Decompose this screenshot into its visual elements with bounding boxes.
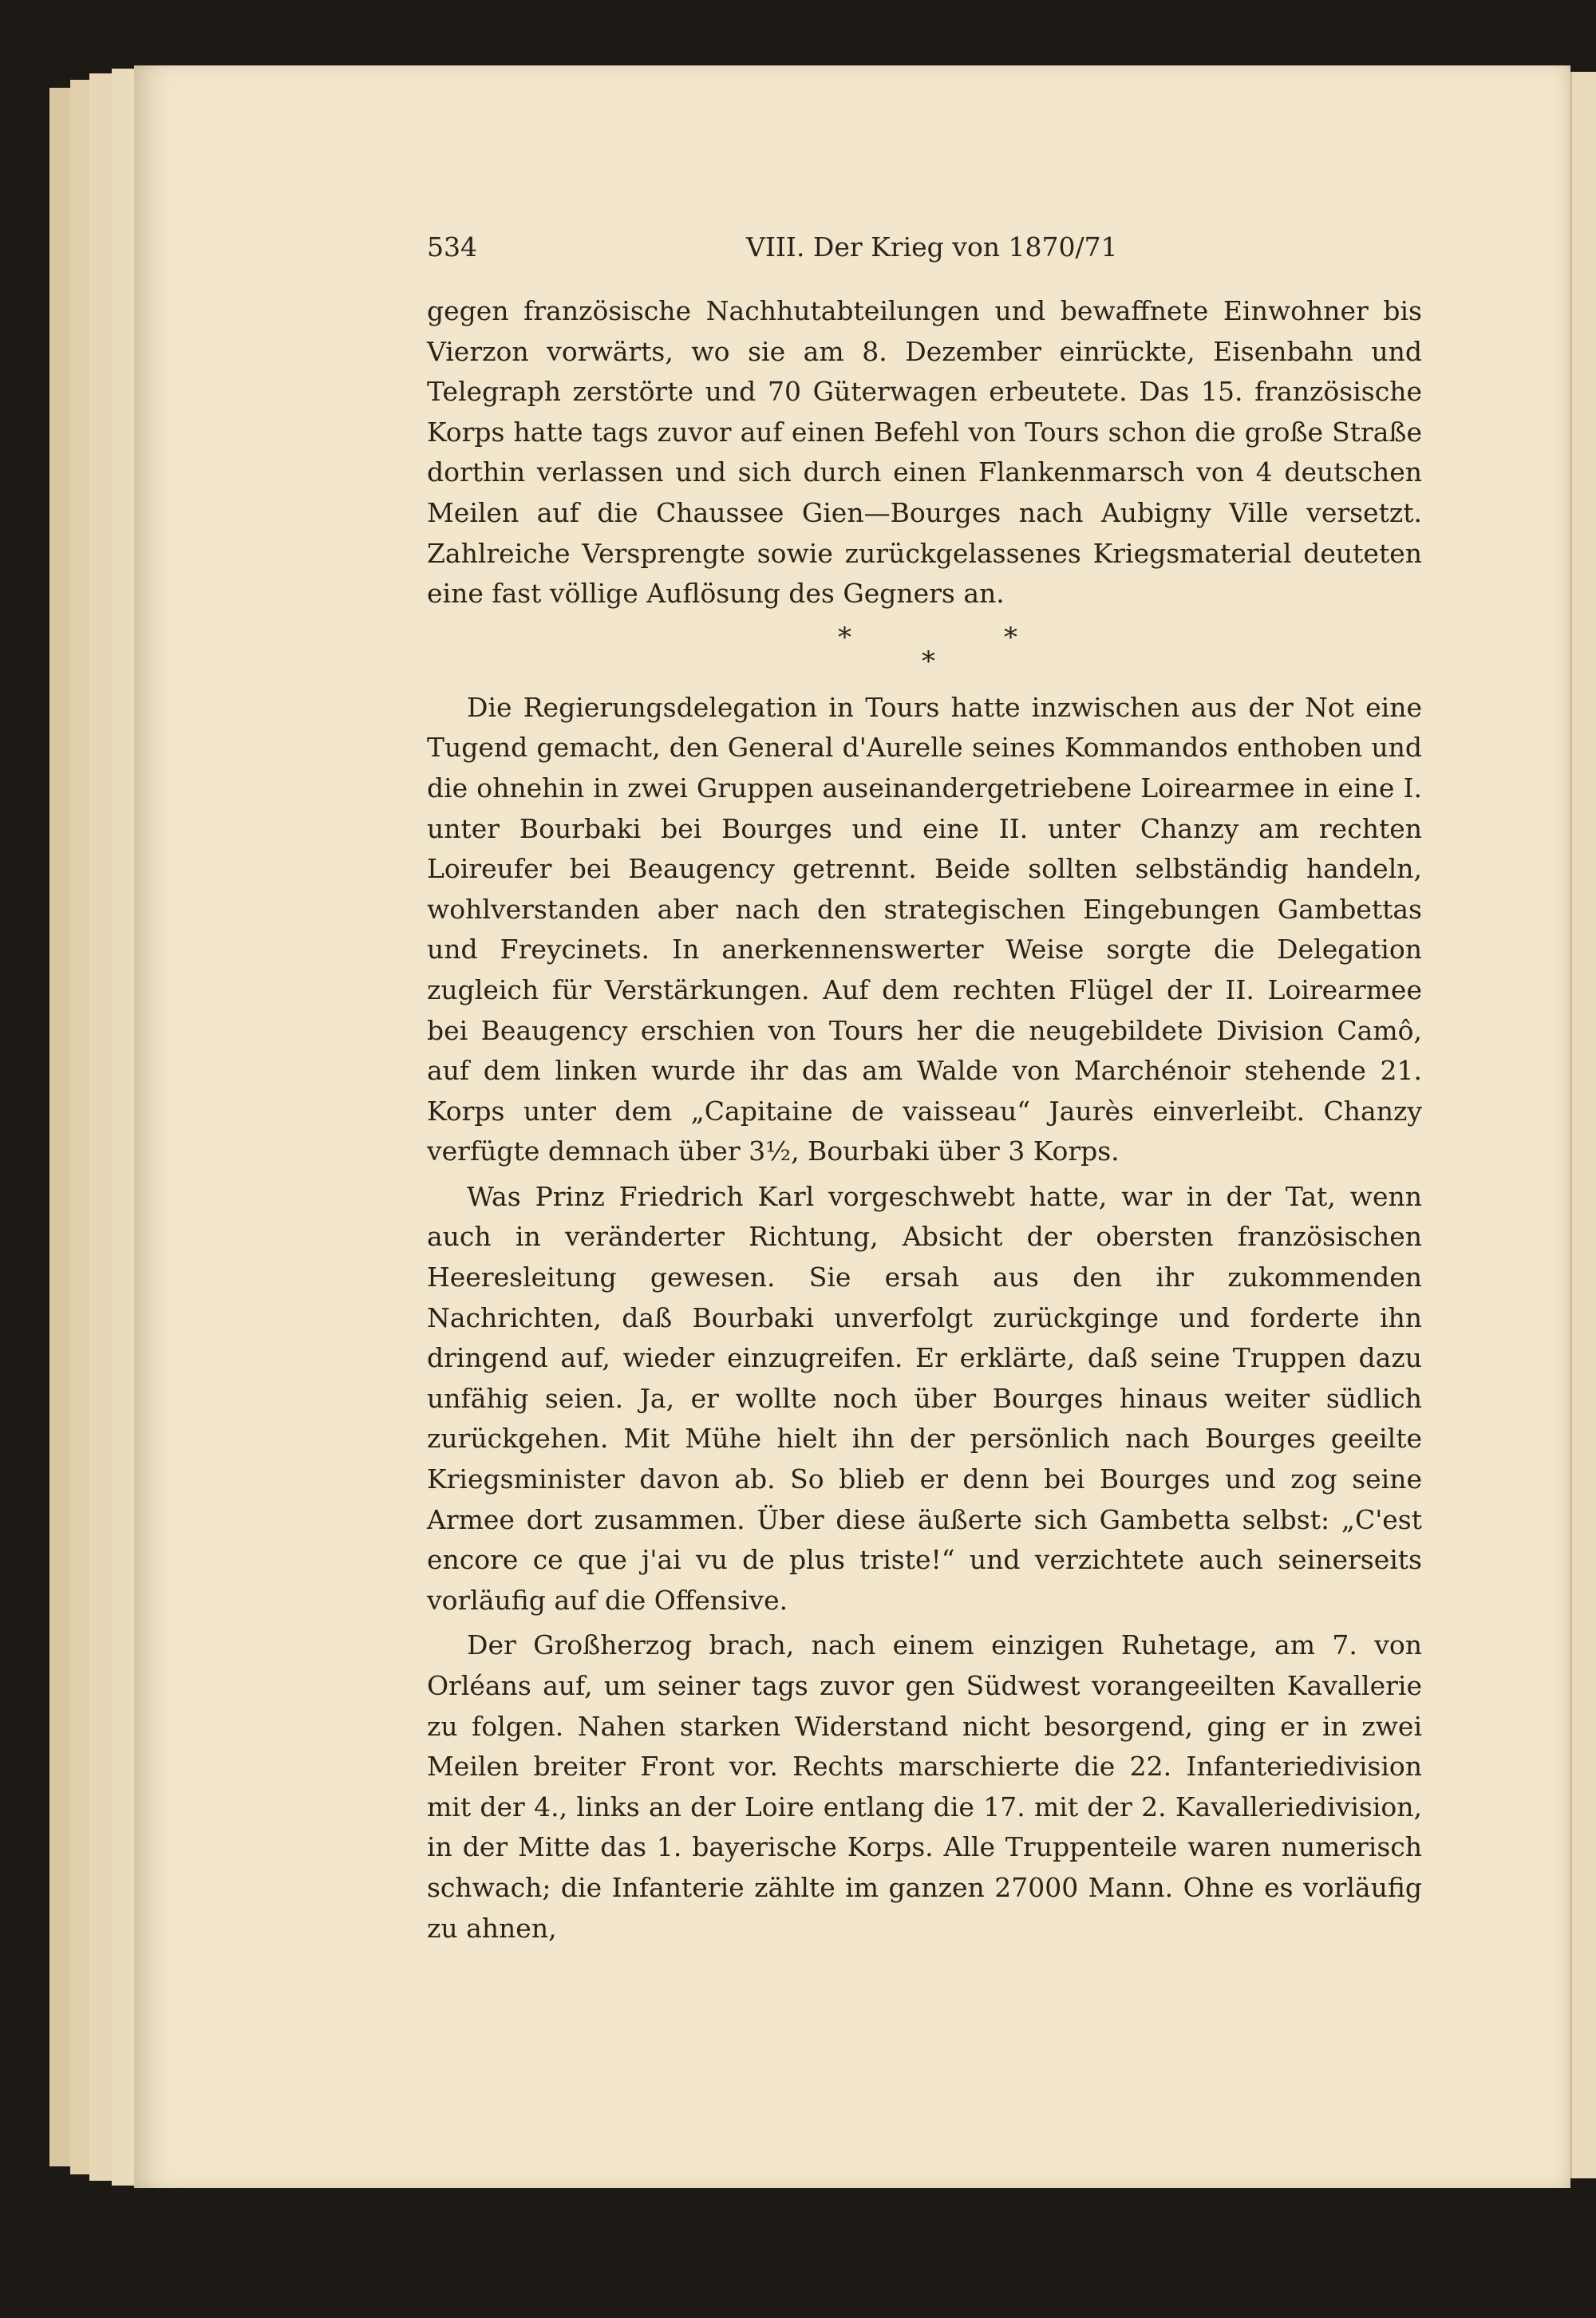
body-text <box>427 291 1422 1949</box>
running-head <box>427 231 1424 271</box>
paragraph: Was Prinz Friedrich Karl vorgeschwebt hatte, war in der Tat, wenn auch in veränderter Richtung, Absicht der obersten französischen Heeresleitung gewesen. Sie ersah aus den ihr zukommenden Nachrichten, daß Bourbaki unverfolgt zurückginge und forderte ihn dringend auf, wieder einzugreifen. Er erklärte, daß seine Truppen dazu unfähig seien. Ja, er wollte noch über Bourges hinaus weiter südlich zurückgehen. Mit Mühe hielt ihn der persönlich nach Bourges geeilte Kriegsminister davon ab. So blieb er denn bei Bourges und zog seine Armee dort zusammen. Über diese äußerte sich Gambetta selbst: „C'est encore ce que j'ai vu de plus triste!“ und verzichtete auch seinerseits vorläufig auf die Offensive. <box>427 1180 1422 1616</box>
paragraph: Die Regierungsdelegation in Tours hatte inzwischen aus der Not eine Tugend gemacht, den General d'Aurelle seines Kommandos enthoben und die ohnehin in zwei Gruppen auseinandergetriebene Loirearmee in eine I. unter Bourbaki bei Bourges und eine II. unter Chanzy am rechten Loireufer bei Beaugency getrennt. Beide sollten selbständig handeln, wohlverstanden aber nach den strategischen Eingebungen Gambettas und Freycinets. In anerkennenswerter Weise sorgte die Delegation zugleich für Verstärkungen. Auf dem rechten Flügel der II. Loirearmee bei Beaugency erschien von Tours her die neugebildete Division Camô, auf dem linken wurde ihr das am Walde von Marchénoir stehende 21. Korps unter dem „Capitaine de vaisseau“ Jaurès einverleibt. Chanzy verfügte demnach über 3½, Bourbaki über 3 Korps. <box>427 691 1422 1167</box>
separator-star: * <box>1004 621 1017 654</box>
paragraph: gegen französische Nachhutabteilungen und bewaffnete Einwohner bis Vierzon vorwärts, wo sie am 8. Dezember einrückte, Eisenbahn und Telegraph zerstörte und 70 Güterwagen erbeutete. Das 15. französische Korps hatte tags zuvor auf einen Befehl von Tours schon die große Straße dorthin verlassen und sich durch einen Flankenmarsch von 4 deutschen Meilen auf die Chaussee Gien—Bourges nach Aubigny Ville versetzt. Zahlreiche Versprengte sowie zurückgelassenes Kriegsmaterial deuteten eine fast völlige Auflösung des Gegners an. <box>427 295 1422 610</box>
separator-star: * <box>838 621 851 654</box>
paragraph: Der Großherzog brach, nach einem einzigen Ruhetage, am 7. von Orléans auf, um seiner tags zuvor gen Südwest vorangeeilten Kavallerie zu folgen. Nahen starken Widerstand nicht besorgend, ging er in zwei Meilen breiter Front vor. Rechts marschierte die 22. Infanteriedivision mit der 4., links an der Loire entlang die 17. mit der 2. Kavalleriedivision, in der Mitte das 1. bayerische Korps. Alle Truppenteile waren numerisch schwach; die Infanterie zählte im ganzen 27000 Mann. Ohne es vorläufig zu ahnen, <box>427 1629 1422 1944</box>
facing-page-edge <box>1570 72 1596 2178</box>
running-title: VIII. Der Krieg von 1870/71 <box>746 231 1118 263</box>
section-separator <box>427 614 1422 688</box>
separator-star: * <box>922 645 935 677</box>
page-number: 534 <box>427 231 477 263</box>
